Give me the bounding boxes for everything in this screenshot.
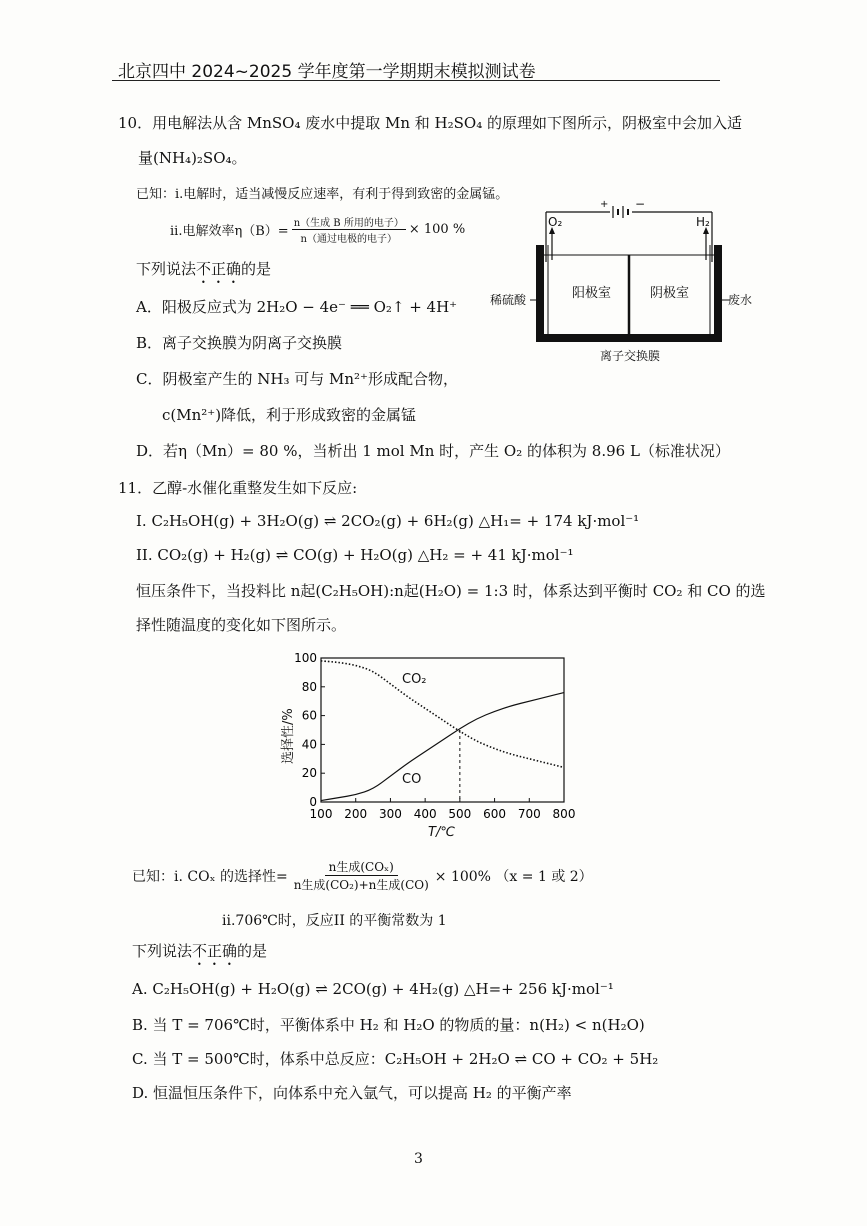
q10-fraction-den: n（通过电极的电子） (300, 234, 397, 245)
series-co-label: CO (402, 772, 422, 787)
q10-option-c-line2: c(Mn²⁺)降低，利于形成致密的金属锰 (162, 406, 417, 424)
q10-stem-line1: 10．用电解法从含 MnSO₄ 废水中提取 Mn 和 H₂SO₄ 的原理如下图所示，阴极室中会加入适 (118, 114, 743, 132)
y-tick-label: 100 (294, 651, 317, 665)
x-tick-label: 100 (309, 807, 333, 821)
q10-ask-pre: 下列说法 (136, 260, 197, 278)
x-tick-label: 500 (448, 807, 472, 821)
q10-ask-post: 的是 (241, 260, 272, 278)
q10-option-a: A．阳极反应式为 2H₂O − 4e⁻ ══ O₂↑ + 4H⁺ (136, 298, 458, 316)
o2-label: O₂ (548, 215, 563, 229)
selectivity-chart (276, 648, 576, 842)
right-solution-label: 废水 (728, 293, 753, 307)
q11-option-c: C. 当 T = 500℃时，体系中总反应：C₂H₅OH + 2H₂O ⇌ CO + CO₂ + 5H₂ (132, 1050, 659, 1068)
membrane-label: 离子交换膜 (600, 349, 661, 363)
series-co-line (321, 693, 564, 801)
x-tick-label: 400 (413, 807, 437, 821)
electrolysis-diagram (490, 200, 760, 368)
q10-option-c-line1: C．阴极室产生的 NH₃ 可与 Mn²⁺形成配合物， (136, 370, 458, 388)
x-tick-label: 300 (378, 807, 402, 821)
x-tick-label: 800 (552, 807, 576, 821)
q11-ask (132, 940, 267, 969)
y-tick-label: 0 (309, 795, 317, 809)
left-solution-label: 稀硫酸 (490, 293, 527, 307)
q10-known-ii-prefix: ii.电解效率η（B）= (170, 224, 289, 239)
q11-stem: 11．乙醇-水催化重整发生如下反应: (118, 479, 358, 497)
q11-option-b: B. 当 T = 706℃时，平衡体系中 H₂ 和 H₂O 的物质的量：n(H₂) < n(H₂O) (132, 1016, 645, 1034)
q11-reaction-1: I. C₂H₅OH(g) + 3H₂O(g) ⇌ 2CO₂(g) + 6H₂(g) △H₁= + 174 kJ·mol⁻¹ (136, 512, 640, 530)
q11-known-i-prefix: 已知：i. COₓ 的选择性= (132, 868, 288, 885)
q10-ask-emphasis: 不正确 (196, 260, 242, 278)
q11-ask-emphasis: 不正确 (192, 942, 238, 960)
q11-known-i-suffix: × 100% （x = 1 或 2） (434, 868, 593, 885)
q10-known-ii (170, 214, 465, 245)
q10-ask (136, 258, 271, 287)
y-axis-ticks (294, 651, 325, 809)
q11-option-a: A. C₂H₅OH(g) + H₂O(g) ⇌ 2CO(g) + 4H₂(g) △H=+ 256 kJ·mol⁻¹ (132, 980, 614, 998)
y-tick-label: 20 (301, 766, 317, 781)
q10-known-i: 已知：i.电解时，适当减慢反应速率，有利于得到致密的金属锰。 (136, 187, 509, 202)
y-tick-label: 80 (301, 679, 317, 694)
cathode-room-label: 阴极室 (650, 286, 690, 301)
x-tick-label: 700 (517, 807, 541, 821)
svg-text:+: + (600, 200, 609, 210)
series-co2-line (321, 661, 564, 768)
q10-option-d: D．若η（Mn）= 80 %，当析出 1 mol Mn 时，产生 O₂ 的体积为 8.96 L（标准状况） (136, 442, 730, 460)
q11-selectivity-fraction (290, 858, 433, 893)
q11-ask-pre: 下列说法 (132, 942, 193, 960)
header-rule (112, 80, 720, 81)
x-tick-label: 600 (483, 807, 507, 821)
plot-frame (321, 658, 564, 802)
q11-ask-post: 的是 (237, 942, 268, 960)
x-tick-label: 200 (344, 807, 368, 821)
q11-fraction-num: n生成(COₓ) (325, 858, 398, 876)
x-axis-label: T/℃ (428, 825, 455, 840)
anode-room-label: 阳极室 (572, 286, 612, 301)
q10-fraction-num: n（生成 B 所用的电子） (292, 214, 406, 230)
q10-known-ii-suffix: × 100 % (408, 222, 466, 237)
page-number: 3 (414, 1151, 423, 1167)
q10-stem-line2: 量(NH₄)₂SO₄。 (138, 149, 247, 167)
q11-option-d: D. 恒温恒压条件下，向体系中充入氩气，可以提高 H₂ 的平衡产率 (132, 1084, 572, 1102)
y-tick-label: 40 (301, 737, 317, 752)
q11-reaction-2: II. CO₂(g) + H₂(g) ⇌ CO(g) + H₂O(g) △H₂ = + 41 kJ·mol⁻¹ (136, 546, 574, 564)
y-tick-label: 60 (301, 708, 317, 723)
svg-text:−: − (635, 200, 646, 211)
page-header: 北京四中 2024~2025 学年度第一学期期末模拟测试卷 (118, 62, 536, 82)
q11-condition-line2: 择性随温度的变化如下图所示。 (136, 616, 347, 634)
q11-fraction-den: n生成(CO₂)+n生成(CO) (293, 878, 429, 892)
q11-known-i (132, 858, 593, 893)
q11-condition-line1: 恒压条件下，当投料比 n起(C₂H₅OH):n起(H₂O) = 1:3 时，体系达到平衡时 CO₂ 和 CO 的选 (136, 582, 766, 600)
h2-label: H₂ (696, 215, 710, 229)
q10-efficiency-fraction (292, 214, 406, 245)
q10-option-b: B．离子交换膜为阴离子交换膜 (136, 334, 343, 352)
series-co2-label: CO₂ (402, 672, 427, 687)
q11-known-ii: ii.706℃时，反应II 的平衡常数为 1 (222, 913, 447, 929)
y-axis-label: 选择性/% (281, 708, 296, 764)
